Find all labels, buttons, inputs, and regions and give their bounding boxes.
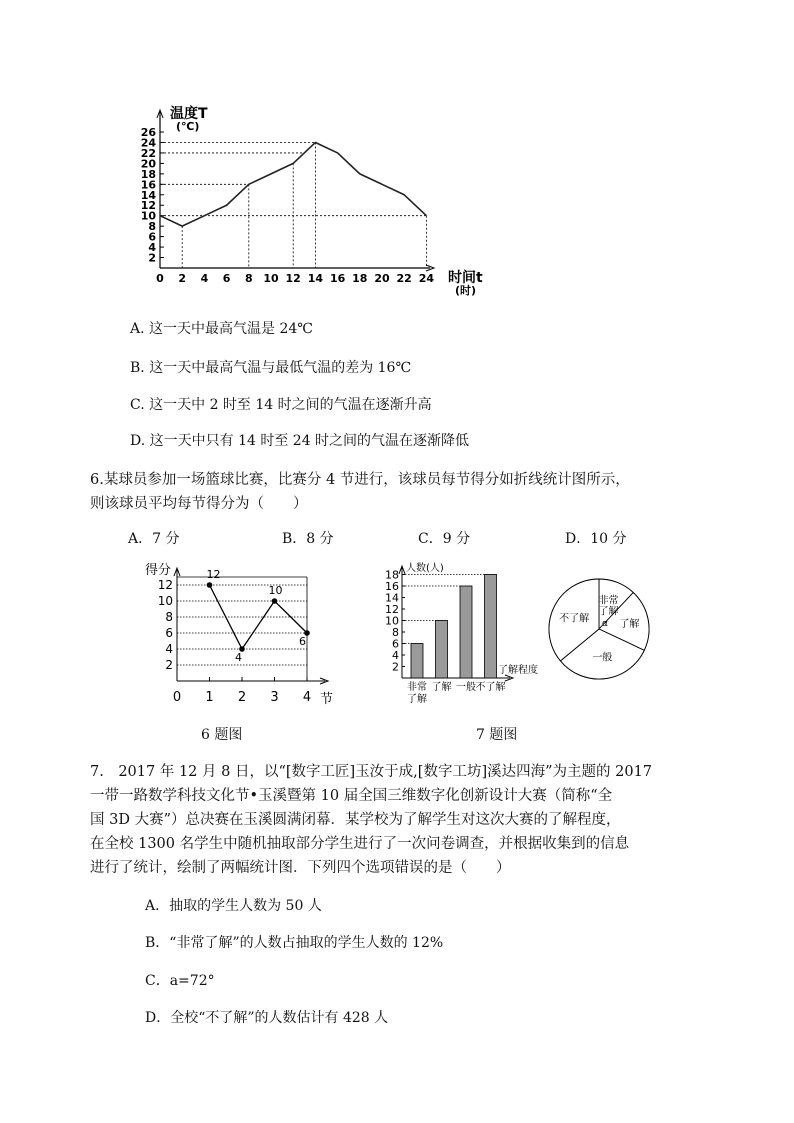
understanding-pie-chart xyxy=(546,576,652,682)
x-tick-label: 1 xyxy=(205,690,214,705)
score-data-label: 4 xyxy=(235,651,242,664)
y-tick-label: 12 xyxy=(385,603,399,616)
score-data-label: 12 xyxy=(206,568,221,581)
q6-option-c: C．9 分 xyxy=(418,531,471,547)
x-tick-label: 24 xyxy=(418,272,435,285)
x-tick-label: 10 xyxy=(263,272,279,285)
score-point xyxy=(207,582,213,588)
y-tick-label: 14 xyxy=(140,188,156,202)
pie-label: 了解 xyxy=(598,606,619,618)
q7-option-a: A．抽取的学生人数为 50 人 xyxy=(145,898,322,914)
y-tick-label: 10 xyxy=(157,594,173,608)
y-tick-label: 18 xyxy=(140,167,156,181)
y-tick-label: 10 xyxy=(140,209,156,223)
q5-option-c: C. 这一天中 2 时至 14 时之间的气温在逐渐升高 xyxy=(130,397,432,413)
score-data-label: 10 xyxy=(268,584,283,597)
q6-stem-line2: 则该球员平均每节得分为（ ） xyxy=(90,496,308,512)
y-tick-label: 6 xyxy=(148,230,156,244)
q5-option-a: A. 这一天中最高气温是 24℃ xyxy=(130,321,313,337)
understanding-bar-chart xyxy=(372,560,552,710)
y-tick-label: 12 xyxy=(157,578,173,592)
y-tick-label: 22 xyxy=(140,146,156,160)
q5-option-b: B. 这一天中最高气温与最低气温的差为 16℃ xyxy=(130,360,412,376)
bar-category-label: 了解 xyxy=(431,682,452,693)
q5-option-d: D. 这一天中只有 14 时至 24 时之间的气温在逐渐降低 xyxy=(130,433,470,449)
bar-category-label: 一般 xyxy=(456,682,476,693)
y-tick-label: 16 xyxy=(385,580,399,593)
y-tick-label: 6 xyxy=(165,626,173,640)
x-tick-label: 0 xyxy=(172,690,182,705)
y-tick-label: 18 xyxy=(385,568,399,582)
x-tick-label: 2 xyxy=(178,272,187,285)
x-tick-label: 8 xyxy=(244,272,253,285)
bar-category-label: 非常 xyxy=(407,682,427,693)
y-tick-label: 26 xyxy=(140,126,156,140)
q7-option-c: C．a=72° xyxy=(145,973,215,989)
pie-angle-label: α xyxy=(602,619,608,629)
x-axis-unit: (时) xyxy=(455,284,477,297)
y-tick-label: 12 xyxy=(140,199,156,213)
q7-option-d: D．全校“不了解”的人数估计有 428 人 xyxy=(145,1010,389,1026)
q7-option-b: B．“非常了解”的人数占抽取的学生人数的 12% xyxy=(145,935,444,951)
y-tick-label: 4 xyxy=(392,649,399,662)
y-axis-unit: (℃) xyxy=(176,120,200,133)
x-axis-label: 节 xyxy=(320,692,334,707)
q6-option-b: B．8 分 xyxy=(282,531,334,547)
q7-stem-line5: 进行了统计，绘制了两幅统计图．下列四个选项错误的是（ ） xyxy=(90,860,511,876)
x-axis-label: 了解程度 xyxy=(498,665,538,676)
y-tick-label: 4 xyxy=(148,241,156,255)
x-tick-label: 4 xyxy=(302,690,312,705)
score-point xyxy=(272,598,278,604)
x-tick-label: 16 xyxy=(329,272,346,285)
x-tick-label: 6 xyxy=(222,272,231,285)
bar-category-label: 不了解 xyxy=(475,682,506,693)
q7-stem-line3: 国 3D 大赛”）总决赛在玉溪圆满闭幕．某学校为了解学生对这次大赛的了解程度， xyxy=(90,812,621,828)
y-axis-label: 得分 xyxy=(145,563,172,578)
pie-label: 了解 xyxy=(619,619,640,631)
q6-figure-caption: 6 题图 xyxy=(201,727,243,743)
q7-stem-line4: 在全校 1300 名学生中随机抽取部分学生进行了一次问卷调查，并根据收集到的信息 xyxy=(90,836,630,852)
y-tick-label: 2 xyxy=(165,658,173,672)
bar xyxy=(460,586,472,678)
y-axis-label: 温度T xyxy=(170,106,208,122)
q7-figure-caption: 7 题图 xyxy=(476,727,518,743)
x-tick-label: 4 xyxy=(200,272,209,285)
y-tick-label: 8 xyxy=(148,220,156,234)
score-data-label: 6 xyxy=(299,635,306,648)
x-tick-label: 12 xyxy=(285,272,301,285)
q7-stem xyxy=(90,760,652,880)
y-tick-label: 8 xyxy=(165,610,173,624)
score-line-chart xyxy=(140,560,340,710)
q6-stem-line1: 6.某球员参加一场篮球比赛，比赛分 4 节进行，该球员每节得分如折线统计图所示， xyxy=(90,472,630,488)
y-tick-label: 2 xyxy=(148,251,156,265)
pie-label: 非常 xyxy=(598,595,619,607)
x-tick-label: 20 xyxy=(374,272,390,285)
x-tick-label: 18 xyxy=(352,272,368,285)
x-tick-label: 14 xyxy=(307,272,324,285)
pie-label: 一般 xyxy=(592,652,613,664)
y-tick-label: 6 xyxy=(392,637,399,651)
x-tick-label: 2 xyxy=(237,690,247,705)
y-tick-label: 16 xyxy=(140,178,156,192)
y-tick-label: 24 xyxy=(140,136,156,150)
q7-stem-line1: 7. 2017 年 12 月 8 日，以“[数字工匠]玉汝于成,[数字工坊]溪达四海”为主题的 2017 xyxy=(90,764,653,780)
q7-stem-line2: 一带一路数学科技文化节•玉溪暨第 10 届全国三维数字化创新设计大赛（简称“全 xyxy=(90,788,613,804)
y-tick-label: 14 xyxy=(385,591,399,605)
y-tick-label: 2 xyxy=(392,660,399,674)
x-axis-label: 时间t xyxy=(448,270,483,286)
x-tick-label: 22 xyxy=(396,272,412,285)
pie-label: 不了解 xyxy=(559,613,590,625)
y-tick-label: 4 xyxy=(165,642,173,656)
temperature-line-chart xyxy=(130,100,530,300)
q6-option-d: D．10 分 xyxy=(565,531,627,547)
bar xyxy=(436,621,448,679)
y-axis-label: 人数(人) xyxy=(406,563,444,574)
bar xyxy=(485,575,497,679)
y-tick-label: 20 xyxy=(140,157,156,171)
bar-category-label: 了解 xyxy=(407,694,427,705)
y-tick-label: 8 xyxy=(392,626,399,639)
bar xyxy=(411,644,423,679)
x-tick-label: 3 xyxy=(270,690,279,705)
x-tick-label: 0 xyxy=(156,272,164,285)
q6-option-a: A．7 分 xyxy=(128,531,180,547)
y-tick-label: 10 xyxy=(385,614,399,628)
